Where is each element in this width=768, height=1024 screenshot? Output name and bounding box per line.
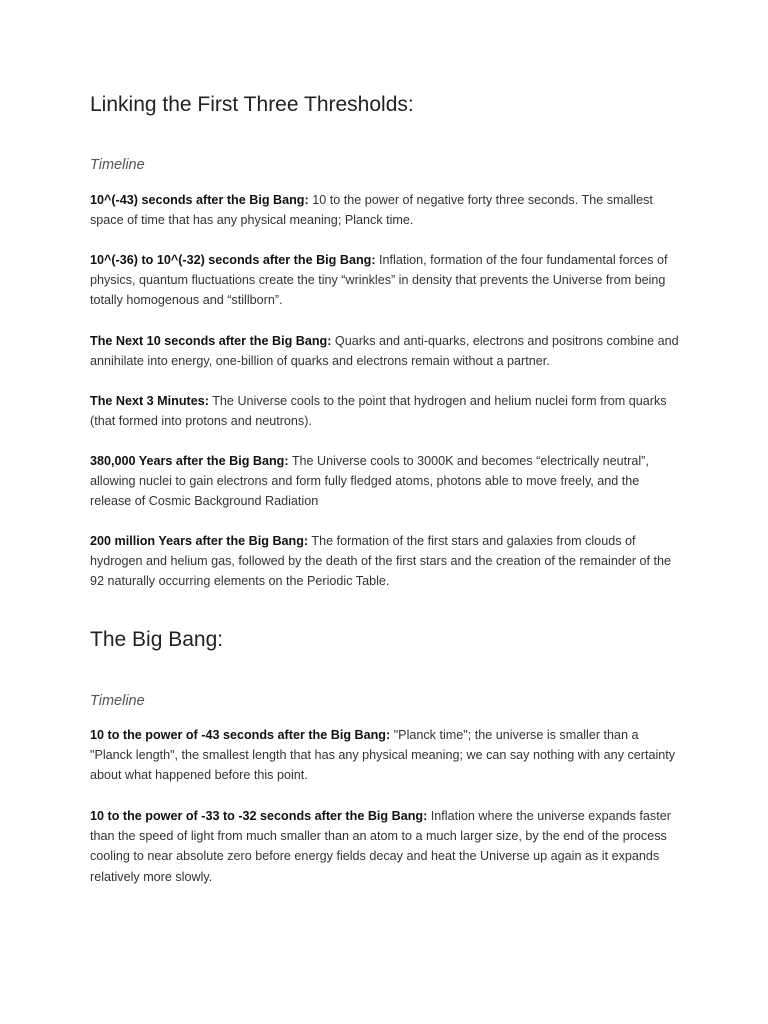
entry-label: The Next 3 Minutes: (90, 394, 209, 408)
entry-label: 380,000 Years after the Big Bang: (90, 454, 289, 468)
section-title-thresholds: Linking the First Three Thresholds: (90, 93, 414, 116)
entry-text: The formation of the first stars and galaxies from clouds of hydrogen and helium gas, followed by the death of the first stars and the creation of the remainder of the 92 naturally occurring elements on the Periodic Table. (90, 534, 672, 589)
entry-text: The Universe cools to the point that hydrogen and helium nuclei form from quarks (that formed into protons and neutrons). (90, 394, 667, 429)
entry-label: 10^(-43) seconds after the Big Bang: (90, 193, 309, 207)
entry-text: "Planck time"; the universe is smaller than a "Planck length", the smallest length that has any physical meaning; we can say nothing with any certainty about what happened before this point. (90, 728, 676, 783)
timeline-entry (90, 391, 680, 431)
entry-label: 10^(-36) to 10^(-32) seconds after the Big Bang: (90, 253, 376, 267)
entry-label: 10 to the power of -43 seconds after the Big Bang: (90, 728, 391, 742)
timeline-entry (90, 806, 680, 887)
section-subtitle-timeline: Timeline (90, 693, 145, 709)
entry-text: Quarks and anti-quarks, electrons and positrons combine and annihilate into energy, one-billion of quarks and electrons remain without a partner. (90, 334, 679, 369)
timeline-entry (90, 531, 680, 592)
entry-text: 10 to the power of negative forty three seconds. The smallest space of time that has any physical meaning; Planck time. (90, 193, 653, 228)
entry-label: 200 million Years after the Big Bang: (90, 534, 309, 548)
section-title-big-bang: The Big Bang: (90, 628, 224, 651)
timeline-entry (90, 725, 680, 786)
timeline-entry (90, 331, 680, 371)
entry-label: The Next 10 seconds after the Big Bang: (90, 334, 332, 348)
entry-text: Inflation, formation of the four fundamental forces of physics, quantum fluctuations create the tiny “wrinkles” in density that prevents the Universe from being totally homogenous and “stillborn”. (90, 253, 668, 308)
entry-label: 10 to the power of -33 to -32 seconds after the Big Bang: (90, 809, 428, 823)
timeline-entry (90, 250, 680, 311)
timeline-entry (90, 451, 680, 512)
entry-text: The Universe cools to 3000K and becomes “electrically neutral”, allowing nuclei to gain electrons and form fully fledged atoms, photons able to move freely, and the release of Cosmic Background Radiation (90, 454, 649, 509)
timeline-entry (90, 190, 680, 230)
entry-text: Inflation where the universe expands faster than the speed of light from much smaller than an atom to a much larger size, by the end of the process cooling to near absolute zero before energy fields decay and heat the Universe up again as it expands relatively more slowly. (90, 809, 671, 884)
section-subtitle-timeline: Timeline (90, 157, 145, 173)
